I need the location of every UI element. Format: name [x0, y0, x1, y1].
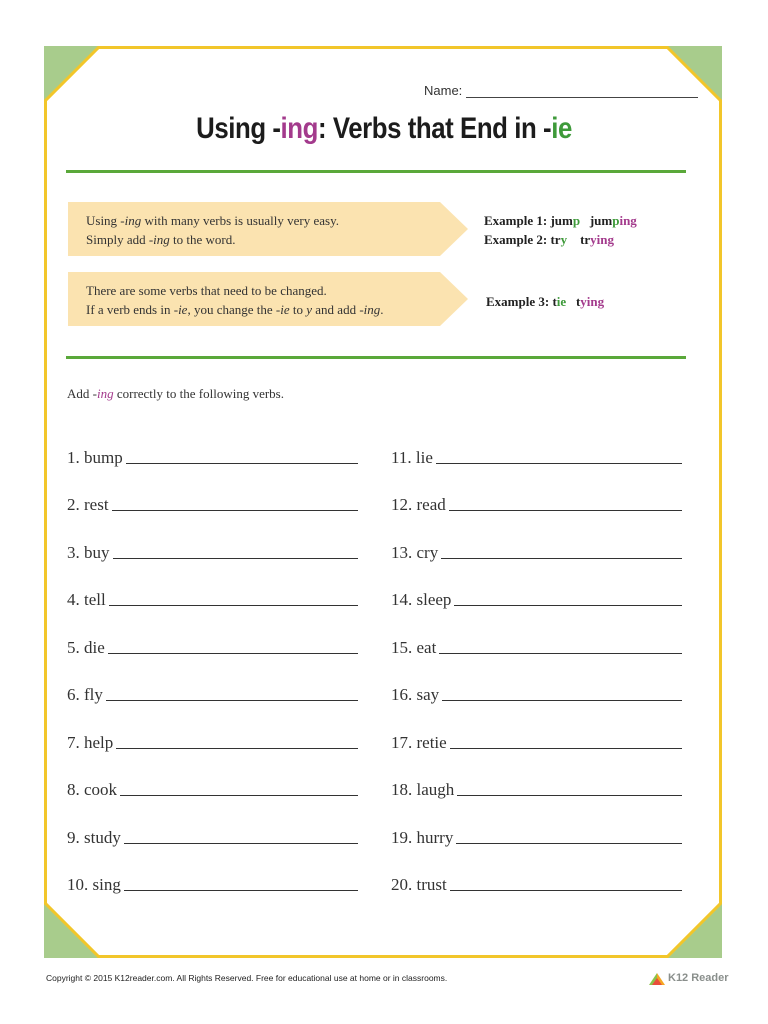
answer-line[interactable]: [126, 463, 358, 464]
instructions: Add -ing correctly to the following verbs.: [67, 386, 284, 401]
rule-banner-1: [68, 202, 468, 256]
answer-line[interactable]: [113, 558, 359, 559]
answer-line[interactable]: [112, 510, 358, 511]
copyright-notice: Copyright © 2015 K12reader.com. All Rights Reserved. Free for educational use at home or in classrooms.: [46, 973, 448, 983]
top-divider: [66, 170, 686, 173]
answer-line[interactable]: [436, 463, 682, 464]
answer-line[interactable]: [456, 843, 682, 844]
bottom-divider: [66, 356, 686, 359]
exercise-item-5[interactable]: 5. die: [67, 634, 358, 658]
answer-line[interactable]: [439, 653, 682, 654]
exercise-item-7[interactable]: 7. help: [67, 729, 358, 753]
answer-line[interactable]: [450, 748, 682, 749]
exercise-item-11[interactable]: 11. lie: [391, 444, 682, 468]
answer-line[interactable]: [108, 653, 358, 654]
corner-decoration-top-left: [44, 46, 100, 102]
answer-line[interactable]: [457, 795, 682, 796]
answer-line[interactable]: [454, 605, 682, 606]
book-leaf-icon: [648, 970, 666, 986]
exercise-item-9[interactable]: 9. study: [67, 824, 358, 848]
answer-line[interactable]: [449, 510, 682, 511]
corner-decoration-bottom-right: [666, 902, 722, 958]
k12reader-logo[interactable]: [648, 970, 729, 986]
corner-decoration-bottom-left: [44, 902, 100, 958]
example-1: Example 1: jump jumping: [484, 213, 637, 228]
exercise-item-2[interactable]: 2. rest: [67, 491, 358, 515]
exercise-item-14[interactable]: 14. sleep: [391, 586, 682, 610]
worksheet-title: Using -ing: Verbs that End in -ie: [196, 112, 572, 145]
rule-text-2: There are some verbs that need to be changed. If a verb ends in -ie, you change the -ie to y and add -ing.: [86, 283, 384, 317]
answer-line[interactable]: [442, 700, 682, 701]
exercise-item-4[interactable]: 4. tell: [67, 586, 358, 610]
answer-line[interactable]: [116, 748, 358, 749]
exercise-item-19[interactable]: 19. hurry: [391, 824, 682, 848]
exercise-item-20[interactable]: 20. trust: [391, 871, 682, 895]
exercise-item-8[interactable]: 8. cook: [67, 776, 358, 800]
example-3: Example 3: tie tying: [486, 294, 605, 309]
logo-text: K12 Reader: [668, 972, 729, 984]
exercise-item-16[interactable]: 16. say: [391, 681, 682, 705]
answer-line[interactable]: [124, 890, 358, 891]
name-field[interactable]: [424, 78, 698, 98]
exercise-item-13[interactable]: 13. cry: [391, 539, 682, 563]
name-blank-line[interactable]: [466, 83, 698, 98]
exercise-item-12[interactable]: 12. read: [391, 491, 682, 515]
exercise-item-18[interactable]: 18. laugh: [391, 776, 682, 800]
rule-text-1: Using -ing with many verbs is usually very easy. Simply add -ing to the word.: [86, 213, 339, 247]
exercise-item-6[interactable]: 6. fly: [67, 681, 358, 705]
answer-line[interactable]: [106, 700, 358, 701]
exercise-item-17[interactable]: 17. retie: [391, 729, 682, 753]
exercise-item-1[interactable]: 1. bump: [67, 444, 358, 468]
exercise-item-3[interactable]: 3. buy: [67, 539, 358, 563]
rule-banner-2: [68, 272, 468, 326]
answer-line[interactable]: [120, 795, 358, 796]
name-label: Name:: [424, 83, 463, 98]
answer-line[interactable]: [124, 843, 358, 844]
example-2: Example 2: try trying: [484, 232, 615, 247]
examples-1-2: [484, 211, 637, 249]
exercise-item-15[interactable]: 15. eat: [391, 634, 682, 658]
answer-line[interactable]: [109, 605, 358, 606]
answer-line[interactable]: [441, 558, 682, 559]
exercise-item-10[interactable]: 10. sing: [67, 871, 358, 895]
answer-line[interactable]: [450, 890, 682, 891]
